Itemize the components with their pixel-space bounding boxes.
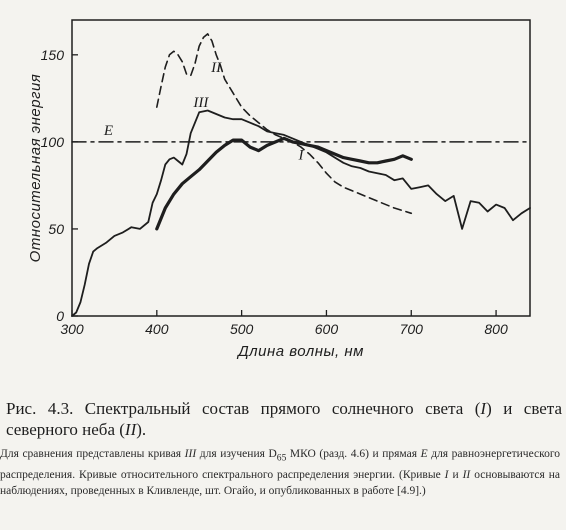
curve-label-iii: III [193,95,209,112]
note-part-6: основываются на наблюдениях, проведенных в Кливленде, шт. Огайо, и опубликованных в работе [4.9].) [0,468,560,498]
x-tick-label: 300 [60,321,84,337]
y-tick-label: 0 [56,308,64,324]
y-axis-title: Относительная энергия [27,73,44,263]
note-subscript: 65 [276,452,287,464]
note-curve-iii: III [184,448,197,460]
y-tick-label: 50 [48,220,64,237]
caption-curve-ii: II [124,420,137,439]
x-tick-label: 600 [314,321,339,337]
y-tick-label: 100 [40,133,64,150]
figure-note [0,446,560,500]
x-axis-title: Длина волны, нм [238,343,364,360]
note-line-e: E [420,448,428,460]
note-part-2: для изучения D [196,448,277,460]
caption-text-c: ). [136,420,147,439]
note-part-1: Для сравнения представлены кривая [0,448,185,460]
x-axis [60,310,508,337]
caption-lead: Рис. 4.3. [6,399,74,418]
x-tick-label: 400 [145,321,169,337]
x-tick-label: 500 [229,321,254,337]
series-group [72,34,530,316]
x-tick-label: 700 [399,321,423,337]
note-part-4: для равноэнергетического распределения. Кривые относительного спектрального распределения энергии. (Кривые [0,448,561,481]
plot-frame [72,20,530,316]
series-line-i [157,138,411,229]
caption-text-b: ) и света северного неба ( [6,399,562,439]
note-curve-i: I [444,468,449,481]
caption-text-a: Спектральный состав прямого солнечного света ( [73,399,481,418]
figure-caption [6,398,562,440]
note-part-5: и [448,468,463,481]
curve-label-e: E [103,122,114,139]
note-curve-ii: II [462,468,471,481]
y-tick-label: 150 [40,46,64,63]
curve-label-i: I [298,147,304,164]
caption-curve-i: I [480,399,487,418]
x-tick-label: 800 [484,321,508,337]
curve-label-ii: II [211,60,222,77]
note-part-3: МКО (разд. 4.6) и прямая [286,448,421,460]
